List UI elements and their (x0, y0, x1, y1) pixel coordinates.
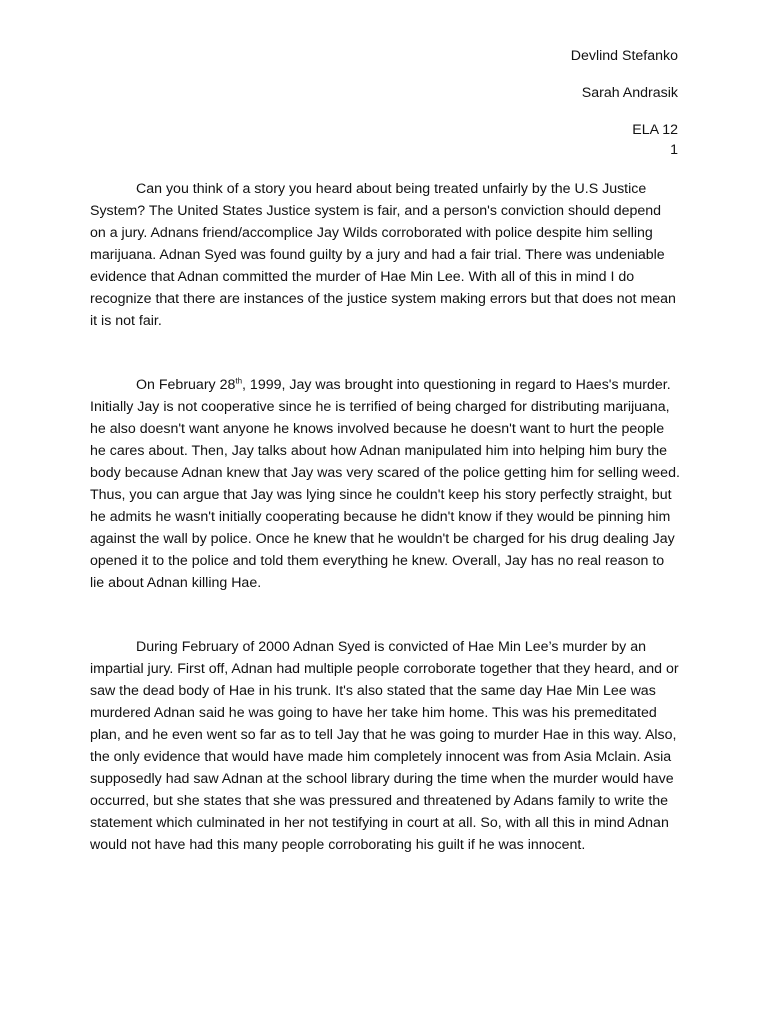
paragraph-spacer (90, 594, 680, 636)
paragraph-jay-questioning (90, 374, 680, 594)
course-name: ELA 12 (632, 122, 678, 138)
paragraph-jay-questioning-rest: , 1999, Jay was brought into questioning in regard to Haes's murder. Initially Jay is not cooperative since he is terrified of being charged for distributing marijuana, he also doesn't want anyone he knows involved because he doesn't want to hurt the people he cares about. Then, Jay talks about how Adnan manipulated him into helping him bury the body because Adnan knew that Jay was very scared of the police getting him for selling weed. Thus, you can argue that Jay was lying since he couldn't keep his story perfectly straight, but he admits he wasn't initially cooperating because he didn't know if they would be pinning him against the wall by police. Once he knew that he wouldn't be charged for his drug dealing Jay opened it to the police and told them everything he knew. Overall, Jay has no real reason to lie about Adnan killing Hae. (90, 377, 680, 591)
author-name: Devlind Stefanko (570, 48, 678, 64)
teacher-name: Sarah Andrasik (581, 85, 678, 101)
paragraph-spacer (90, 332, 680, 374)
document-header (571, 46, 678, 160)
page-number: 1 (670, 142, 678, 158)
paragraph-jay-questioning-start: On February 28 (136, 377, 236, 393)
ordinal-suffix: th (235, 376, 243, 386)
paragraph-intro: Can you think of a story you heard about being treated unfairly by the U.S Justice System? The United States Justice system is fair, and a person's conviction should depend on a jury. Adnans friend/accomplice Jay Wilds corroborated with police despite him selling marijuana. Adnan Syed was found guilty by a jury and had a fair trial. There was undeniable evidence that Adnan committed the murder of Hae Min Lee. With all of this in mind I do recognize that there are instances of the justice system making errors but that does not mean it is not fair. (90, 181, 676, 329)
essay-body (90, 178, 680, 856)
paragraph-conviction: During February of 2000 Adnan Syed is convicted of Hae Min Lee’s murder by an impartial jury. First off, Adnan had multiple people corroborate together that they heard, and or saw the dead body of Hae in his trunk. It's also stated that the same day Hae Min Lee was murdered Adnan said he was going to have her take him home. This was his premeditated plan, and he even went so far as to tell Jay that he was going to murder Hae in this way. Also, the only evidence that would have made him completely innocent was from Asia Mclain. Asia supposedly had saw Adnan at the school library during the time when the murder would have occurred, but she states that she was pressured and threatened by Adans family to write the statement which culminated in her not testifying in court at all. So, with all this in mind Adnan would not have had this many people corroborating his guilt if he was innocent. (90, 639, 679, 853)
